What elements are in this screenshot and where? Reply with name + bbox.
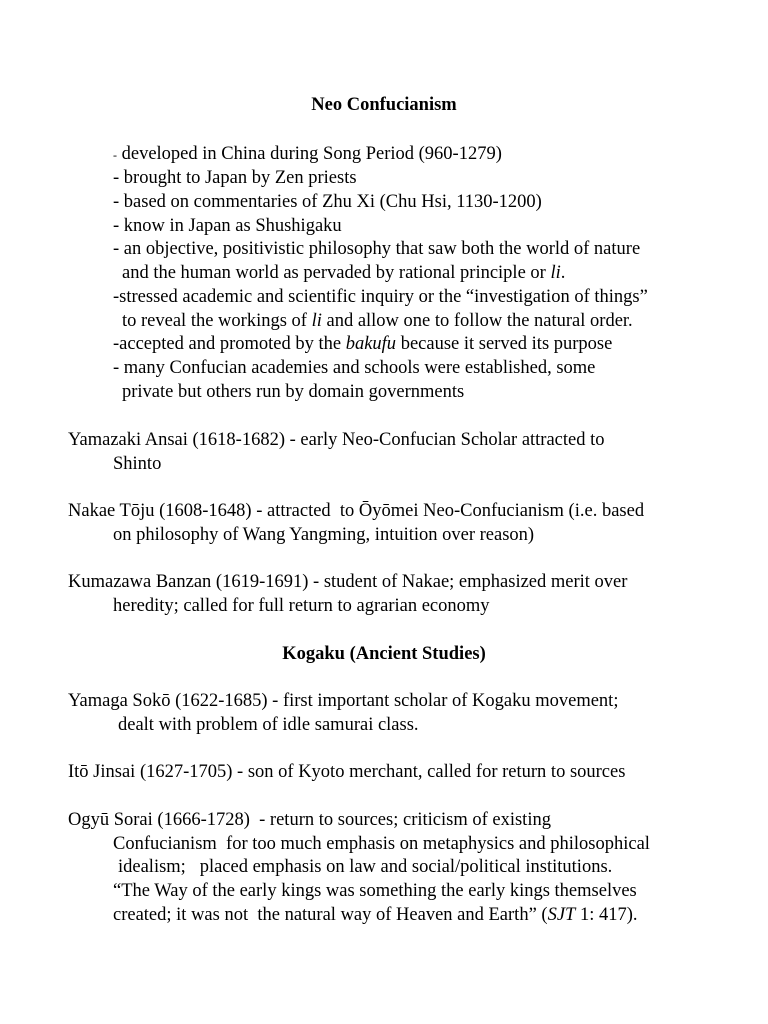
bullet-dash: - — [113, 148, 117, 162]
text-segment: . — [560, 263, 566, 283]
bullet-stressed: -stressed academic and scientific inquiry or the “investigation of things” — [113, 287, 648, 307]
entry-ogyu-quote: “The Way of the early kings was something the early kings themselves — [113, 881, 637, 901]
text-segment: and the human world as pervaded by rational principle or — [122, 263, 551, 283]
bullet-objective: - an objective, positivistic philosophy that saw both the world of nature — [113, 239, 641, 259]
bullet-objective-cont — [122, 261, 565, 285]
bullet-accepted — [113, 332, 612, 356]
term-bakufu: bakufu — [345, 334, 397, 354]
text-segment: created; it was not the natural way of Heaven and Earth” ( — [113, 905, 548, 925]
entry-ogyu-cont-1: Confucianism for too much emphasis on metaphysics and philosophical — [113, 834, 650, 854]
bullet-stressed-cont — [122, 309, 633, 333]
entry-yamaga: Yamaga Sokō (1622-1685) - first important scholar of Kogaku movement; — [68, 691, 619, 711]
citation-sjt: SJT — [547, 905, 576, 925]
entry-ito: Itō Jinsai (1627-1705) - son of Kyoto merchant, called for return to sources — [68, 762, 626, 782]
bullet-developed — [113, 142, 502, 167]
bullet-text: developed in China during Song Period (960-1279) — [117, 144, 502, 164]
entry-kumazawa: Kumazawa Banzan (1619-1691) - student of Nakae; emphasized merit over — [68, 572, 628, 592]
entry-kumazawa-cont: heredity; called for full return to agrarian economy — [113, 596, 490, 616]
bullet-academies: - many Confucian academies and schools were established, some — [113, 358, 596, 378]
text-segment: because it served its purpose — [396, 334, 613, 354]
heading-neo-confucianism: Neo Confucianism — [311, 95, 457, 115]
text-segment: and allow one to follow the natural order. — [321, 311, 633, 331]
term-li: li — [311, 311, 322, 331]
bullet-known: - know in Japan as Shushigaku — [113, 216, 342, 236]
bullet-brought: - brought to Japan by Zen priests — [113, 168, 357, 188]
heading-kogaku: Kogaku (Ancient Studies) — [282, 644, 486, 664]
entry-nakae-cont: on philosophy of Wang Yangming, intuition over reason) — [113, 525, 535, 545]
bullet-academies-cont: private but others run by domain governments — [122, 382, 465, 402]
term-li: li — [550, 263, 561, 283]
entry-ogyu-cont-2: idealism; placed emphasis on law and social/political institutions. — [118, 857, 613, 877]
entry-ogyu: Ogyū Sorai (1666-1728) - return to sources; criticism of existing — [68, 810, 551, 830]
text-segment: -accepted and promoted by the — [113, 334, 346, 354]
entry-yamaga-cont: dealt with problem of idle samurai class. — [118, 715, 419, 735]
entry-nakae: Nakae Tōju (1608-1648) - attracted to Ōyōmei Neo-Confucianism (i.e. based — [68, 501, 645, 521]
entry-yamazaki-cont: Shinto — [113, 454, 162, 474]
text-segment: 1: 417). — [575, 905, 638, 925]
bullet-based: - based on commentaries of Zhu Xi (Chu Hsi, 1130-1200) — [113, 192, 542, 212]
entry-ogyu-quote-cont — [113, 903, 638, 927]
text-segment: to reveal the workings of — [122, 311, 312, 331]
entry-yamazaki: Yamazaki Ansai (1618-1682) - early Neo-Confucian Scholar attracted to — [68, 430, 605, 450]
